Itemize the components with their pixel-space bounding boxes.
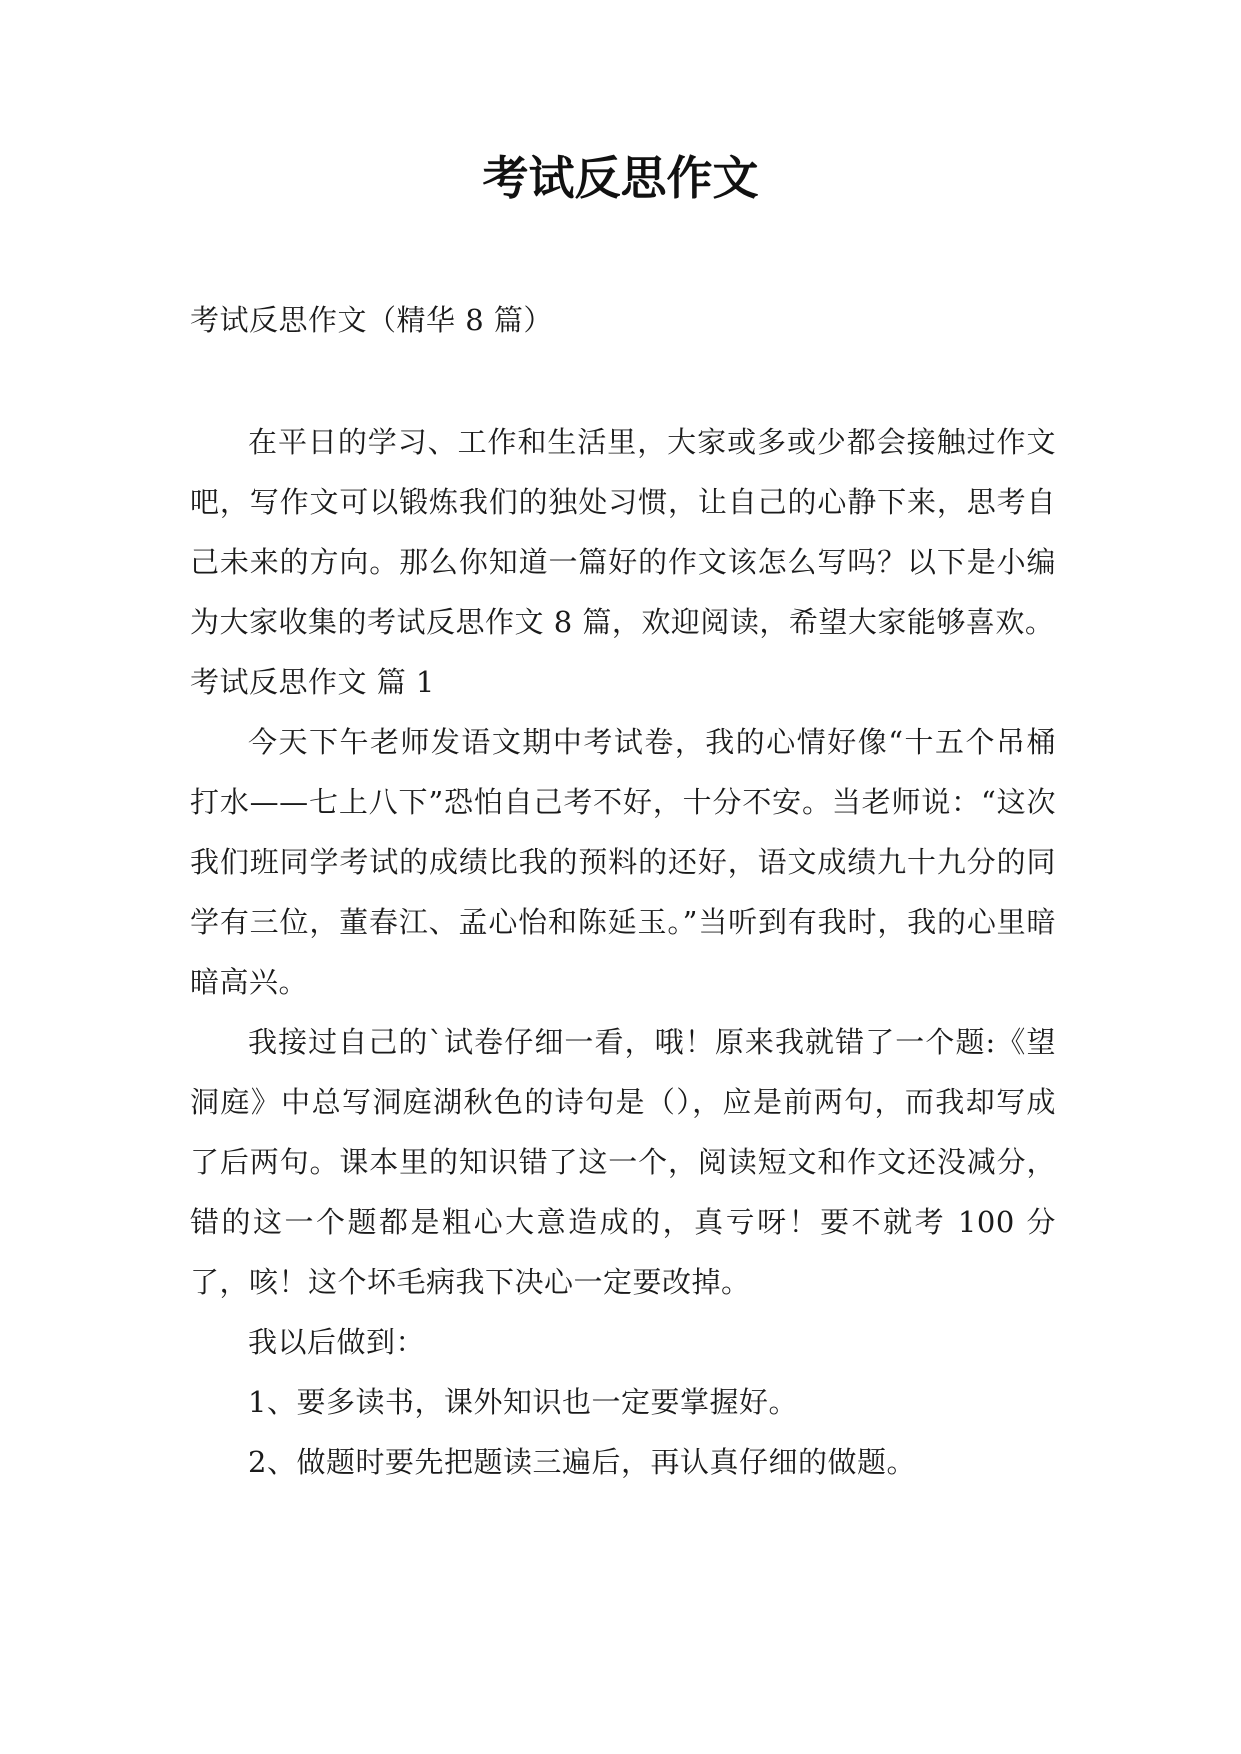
- list-item-1: 1、要多读书，课外知识也一定要掌握好。: [248, 1385, 798, 1419]
- body-paragraph-2: 我接过自己的`试卷仔细一看，哦！原来我就错了一个题:《望洞庭》中总写洞庭湖秋色的诗句是（），应是前两句，而我却写成了后两句。课本里的知识错了这一个，阅读短文和作文还没减分，错的这一个题都是粗心大意造成的，真亏呀！要不就考 100 分了，咳！这个坏毛病我下决心一定要改掉。: [190, 1025, 1056, 1299]
- document-title: 考试反思作文: [482, 151, 759, 205]
- document-subtitle: 考试反思作文（精华 8 篇）: [190, 303, 553, 337]
- body-paragraph-3: 我以后做到：: [248, 1325, 426, 1359]
- list-item-2: 2、做题时要先把题读三遍后，再认真仔细的做题。: [248, 1445, 916, 1479]
- section-heading: 考试反思作文 篇 1: [190, 665, 435, 699]
- intro-paragraph: 在平日的学习、工作和生活里，大家或多或少都会接触过作文吧，写作文可以锻炼我们的独处习惯，让自己的心静下来，思考自己未来的方向。那么你知道一篇好的作文该怎么写吗？以下是小编为大家收集的考试反思作文 8 篇，欢迎阅读，希望大家能够喜欢。: [190, 425, 1056, 639]
- document-body: [190, 290, 1056, 1492]
- body-paragraph-1: 今天下午老师发语文期中考试卷，我的心情好像“十五个吊桶打水——七上八下”恐怕自己考不好，十分不安。当老师说：“这次我们班同学考试的成绩比我的预料的还好，语文成绩九十九分的同学有三位，董春江、孟心怡和陈延玉。”当听到有我时，我的心里暗暗高兴。: [190, 725, 1056, 999]
